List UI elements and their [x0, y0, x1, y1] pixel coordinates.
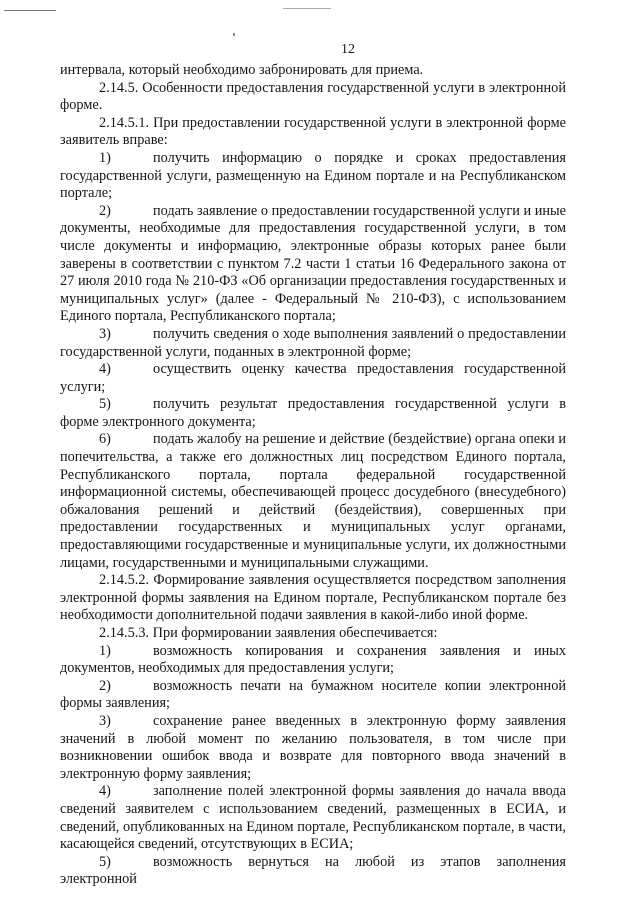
list-item	[60, 678, 566, 713]
list-item-number: 2)	[99, 677, 111, 694]
list-item-number: 5)	[99, 396, 111, 413]
scan-artifact-dot	[233, 33, 235, 36]
page-number: 12	[341, 42, 355, 57]
list-item	[60, 713, 566, 783]
list-item-number: 2)	[99, 202, 111, 219]
list-item-number: 3)	[99, 325, 111, 342]
list-item-number: 4)	[99, 783, 111, 800]
list-item-text: осуществить оценку качества предоставления государственной услуги;	[60, 361, 566, 395]
list-item-text: сохранение ранее введенных в электронную форму заявления значений в любой момент по желанию пользователя, в том числе при возникновении ошибок ввода и возврате для повторного ввода значений в электронную форму заявления;	[60, 712, 566, 782]
list-item	[60, 150, 566, 203]
paragraph: 2.14.5.1. При предоставлении государственной услуги в электронной форме заявитель вправе:	[60, 114, 566, 149]
paragraph: 2.14.5.3. При формировании заявления обеспечивается:	[99, 625, 438, 641]
scan-artifact-line	[4, 10, 56, 11]
paragraph: 2.14.5.2. Формирование заявления осуществляется посредством заполнения электронной формы заявления на Едином портале, Республиканском портале без необходимости дополнительной подачи заявления в какой-либо иной форме.	[60, 572, 566, 624]
list-item-text: получить результат предоставления государственной услуги в форме электронного документа;	[60, 396, 566, 430]
list-item-text: возможность вернуться на любой из этапов заполнения электронной	[60, 853, 566, 888]
list-item-number: 1)	[99, 642, 111, 659]
list-item-text: подать заявление о предоставлении государственной услуги и иные документы, необходимые для предоставления государственной услуги, в том числе документы и информацию, электронные образы которых ранее были заверены в соответствии с пунктом 7.2 части 1 статьи 16 Федерального закона от 27 июля 2010 года № 210-ФЗ «Об организации предоставления государственных и муниципальных услуг» (далее - Федеральный № 210-ФЗ), с использованием Единого портала, Республиканского портала;	[60, 202, 566, 325]
list-item	[60, 326, 566, 361]
list-item-text: подать жалобу на решение и действие (бездействие) органа опеки и попечительства, а также его должностных лиц посредством Единого портала, Республиканского портала, портала федеральной государственной информационной системы, обеспечивающей процесс досудебного (внесудебного) обжалования решений и действий (бездействия), совершенных при предоставлении государственных и муниципальных услуг органами, предоставляющими государственные и муниципальные услуги, их должностными лицами, государственными и муниципальными служащими.	[60, 431, 566, 571]
paragraph: интервала, который необходимо забронировать для приема.	[60, 62, 424, 78]
list-item-text: заполнение полей электронной формы заявления до начала ввода сведений заявителем с использованием сведений, размещенных в ЕСИА, и сведений, опубликованных на Едином портале, Республиканском портале, в части, касающейся сведений, отсутствующих в ЕСИА;	[60, 783, 566, 853]
list-item-text: получить информацию о порядке и сроках предоставления государственной услуги, размещенную на Едином портале и на Республиканском портале;	[60, 149, 566, 202]
list-item	[60, 396, 566, 431]
list-item-text: получить сведения о ходе выполнения заявлений о предоставлении государственной услуги, поданных в электронной форме;	[60, 325, 566, 360]
list-item	[60, 854, 566, 889]
document-body	[60, 62, 566, 889]
list-item	[60, 783, 566, 853]
list-item	[60, 643, 566, 678]
list-item-number: 5)	[99, 853, 111, 870]
list-item-number: 4)	[99, 361, 111, 378]
list-item-number: 1)	[99, 149, 111, 166]
list-item-text: возможность печати на бумажном носителе копии электронной формы заявления;	[60, 677, 566, 712]
list-item	[60, 431, 566, 572]
list-item-number: 6)	[99, 431, 111, 448]
list-item	[60, 203, 566, 326]
scan-artifact-line	[283, 8, 331, 9]
paragraph: 2.14.5. Особенности предоставления государственной услуги в электронной форме.	[60, 79, 566, 114]
list-item	[60, 361, 566, 396]
list-item-text: возможность копирования и сохранения заявления и иных документов, необходимых для предоставления услуги;	[60, 642, 566, 677]
list-item-number: 3)	[99, 712, 111, 729]
